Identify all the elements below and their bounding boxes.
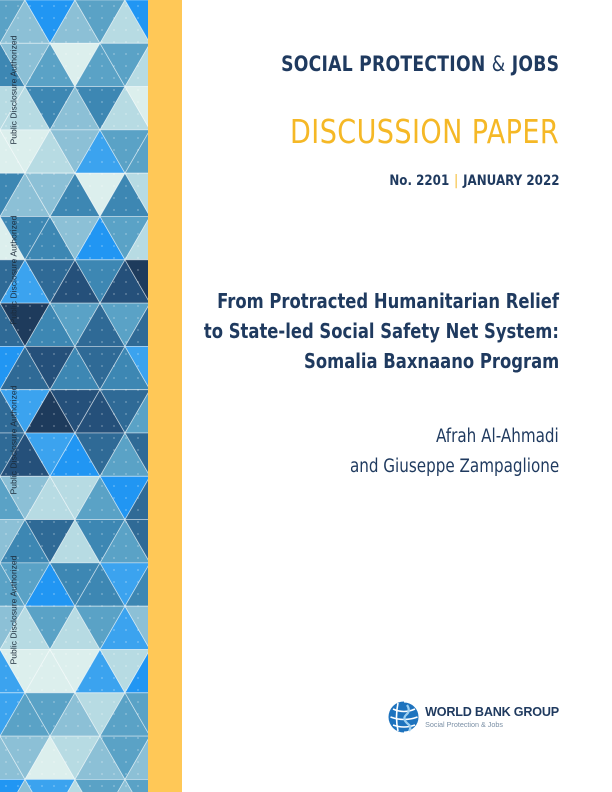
title-line: to State-led Social Safety Net System: xyxy=(204,319,559,343)
disclosure-stamp-text: Public Disclosure Authorized xyxy=(8,555,19,665)
disclosure-stamp-text: Public Disclosure Authorized xyxy=(8,35,19,145)
logo-text xyxy=(425,705,559,729)
series-part2: JOBS xyxy=(511,52,559,76)
paper-type xyxy=(231,112,559,151)
logo-subtitle: Social Protection & Jobs xyxy=(425,720,503,729)
logo-name: WORLD BANK GROUP xyxy=(425,705,559,719)
authors xyxy=(304,422,559,482)
paper-title xyxy=(126,286,559,376)
separator: | xyxy=(453,173,458,189)
paper-type-text: DISCUSSION PAPER xyxy=(289,112,559,151)
world-bank-logo xyxy=(387,700,559,734)
paper-date: JANUARY 2022 xyxy=(462,173,559,189)
globe-icon xyxy=(387,700,421,734)
author-line: and Giuseppe Zampaglione xyxy=(349,456,559,477)
disclosure-stamp-text: Public Disclosure Authorized xyxy=(8,215,19,325)
disclosure-stamp xyxy=(0,190,26,350)
disclosure-stamp xyxy=(0,10,26,170)
title-line: From Protracted Humanitarian Relief xyxy=(217,289,559,313)
series-label xyxy=(220,52,559,76)
paper-number-date xyxy=(352,173,560,189)
author-line: Afrah Al-Ahmadi xyxy=(436,426,559,447)
disclosure-stamp-text: Public Disclosure Authorized xyxy=(8,385,19,495)
paper-number: No. 2201 xyxy=(388,173,449,189)
disclosure-stamp xyxy=(0,360,26,520)
series-ampersand: & xyxy=(491,52,506,76)
gold-stripe xyxy=(148,0,182,792)
series-part1: SOCIAL PROTECTION xyxy=(280,52,486,76)
title-line: Somalia Baxnaano Program xyxy=(303,349,559,373)
disclosure-stamp xyxy=(0,530,26,690)
